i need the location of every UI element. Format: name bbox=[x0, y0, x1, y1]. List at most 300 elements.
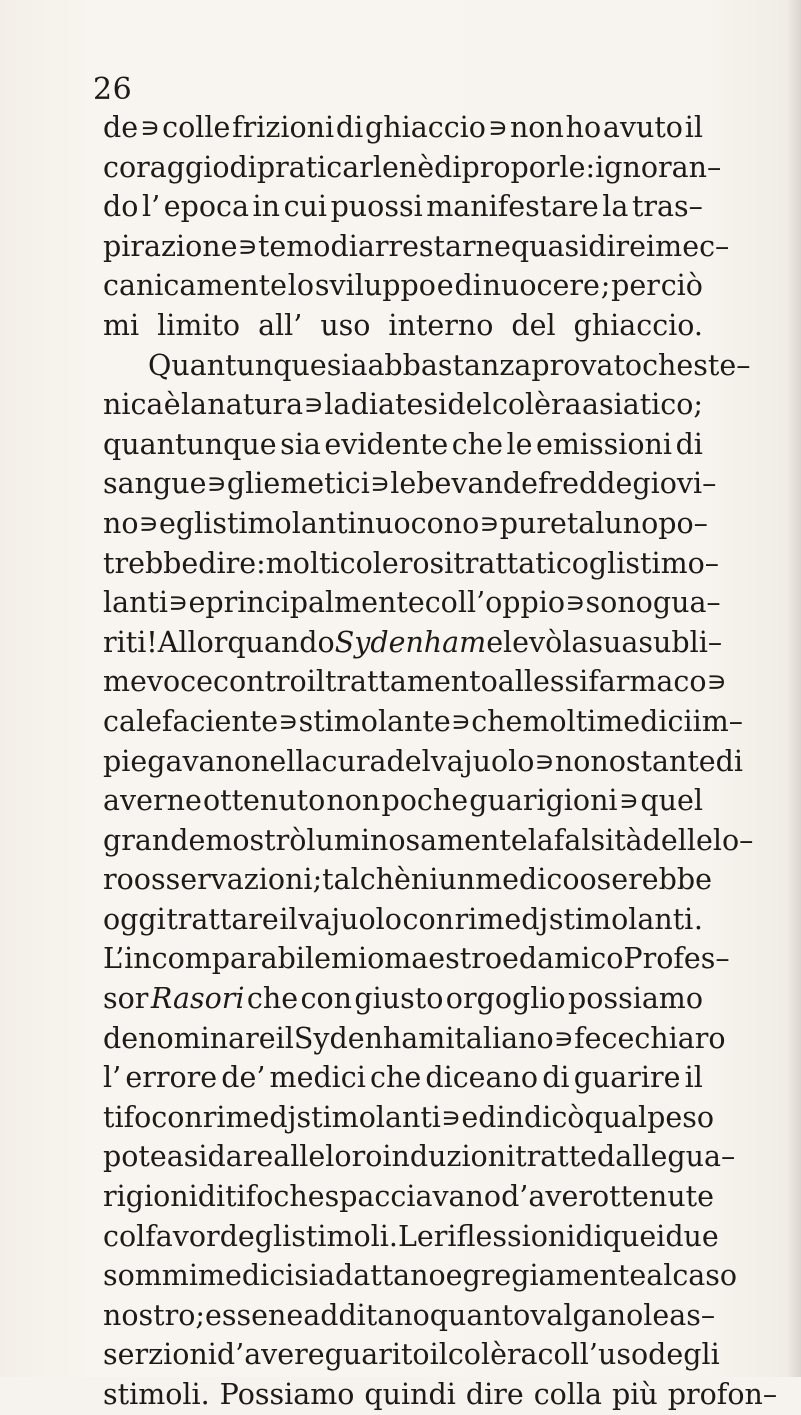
word: dalle bbox=[597, 1140, 668, 1174]
word: guarigioni bbox=[469, 784, 618, 818]
word: coraggio bbox=[103, 150, 230, 184]
word: fredde bbox=[537, 467, 633, 501]
word: stimo– bbox=[625, 546, 720, 580]
word: con bbox=[402, 902, 454, 936]
word: medici bbox=[596, 704, 693, 738]
word: la bbox=[602, 190, 629, 224]
word: Sydenham bbox=[334, 625, 487, 659]
word: che bbox=[471, 704, 523, 738]
word: indicò bbox=[496, 1100, 585, 1134]
word: colla bbox=[533, 1378, 603, 1411]
word: stimoli. bbox=[291, 1219, 398, 1253]
word: valgano bbox=[530, 1298, 644, 1332]
word: nostro bbox=[103, 1298, 196, 1332]
word: additano bbox=[303, 1298, 430, 1332]
word: arrestarne bbox=[357, 229, 511, 263]
text-line bbox=[103, 1177, 714, 1217]
word: medici bbox=[197, 1259, 295, 1293]
word: maestro bbox=[384, 942, 503, 976]
word: quei bbox=[602, 1219, 666, 1253]
word: giovi– bbox=[632, 467, 717, 501]
text-line bbox=[103, 742, 744, 782]
word: proporle bbox=[461, 150, 586, 184]
word: avere bbox=[244, 1338, 325, 1372]
word: profon– bbox=[667, 1378, 778, 1411]
word: sia bbox=[326, 348, 368, 382]
word: e bbox=[158, 506, 176, 540]
word: serzioni bbox=[103, 1338, 217, 1372]
word: giusto bbox=[354, 982, 444, 1016]
word: sua bbox=[588, 625, 639, 659]
word: Profes– bbox=[623, 942, 730, 976]
text-line bbox=[103, 1019, 726, 1059]
word: sviluppo bbox=[314, 269, 436, 303]
word: il bbox=[275, 1021, 294, 1055]
word: ∍ bbox=[303, 388, 324, 422]
word: di bbox=[575, 1219, 603, 1253]
word: calefaciente bbox=[103, 704, 279, 738]
word: riti! bbox=[103, 625, 158, 659]
word: me bbox=[103, 665, 147, 699]
word: ∍ bbox=[553, 1021, 575, 1055]
word: sor bbox=[103, 982, 149, 1016]
word: Le bbox=[397, 1219, 434, 1253]
word: in bbox=[252, 190, 280, 224]
text-line bbox=[103, 662, 728, 702]
word: le bbox=[390, 467, 417, 501]
text-line bbox=[103, 702, 743, 742]
word: diceano bbox=[425, 1061, 539, 1095]
word: lanti bbox=[103, 586, 169, 620]
word: emissioni bbox=[536, 427, 673, 461]
word: provato bbox=[531, 348, 643, 382]
word: di bbox=[197, 1180, 226, 1214]
text-line bbox=[103, 544, 720, 584]
word: non bbox=[509, 111, 564, 144]
word: emetici bbox=[263, 467, 370, 501]
word: ro bbox=[103, 863, 134, 897]
word: sangue bbox=[103, 467, 207, 501]
text-line bbox=[103, 148, 722, 188]
word: ; bbox=[600, 269, 611, 303]
word: taluno bbox=[566, 506, 659, 540]
word: cogli bbox=[555, 546, 626, 580]
word: principalmente bbox=[205, 586, 425, 620]
word: più bbox=[612, 1378, 658, 1411]
word: voce bbox=[146, 665, 213, 699]
word: quasi bbox=[510, 229, 589, 263]
word: dire bbox=[198, 546, 257, 580]
word: dare bbox=[207, 1140, 274, 1174]
word: riflessioni bbox=[433, 1219, 576, 1253]
word: con bbox=[151, 1100, 203, 1134]
word: sommi bbox=[103, 1259, 198, 1293]
text-line bbox=[103, 385, 703, 425]
word: poteasi bbox=[103, 1140, 208, 1174]
word: possiamo bbox=[568, 982, 703, 1016]
word: ste– bbox=[693, 348, 751, 382]
word: uso bbox=[597, 1338, 649, 1372]
word: direi bbox=[588, 229, 656, 263]
word: quantunque bbox=[103, 427, 277, 461]
word: : bbox=[585, 150, 596, 184]
word: italiano bbox=[445, 1021, 554, 1055]
word: mi bbox=[103, 308, 140, 342]
word: coll’ bbox=[424, 586, 486, 620]
word: po– bbox=[658, 506, 708, 540]
word: tifo bbox=[103, 1100, 152, 1134]
word: medico bbox=[475, 863, 580, 897]
word: frizioni bbox=[232, 111, 335, 144]
word: il bbox=[279, 902, 298, 936]
word: ottenuto bbox=[202, 784, 326, 818]
text-line bbox=[103, 108, 703, 148]
word: nella bbox=[251, 744, 322, 778]
word: sono bbox=[585, 586, 653, 620]
word: quindi bbox=[364, 1378, 456, 1411]
word: aver bbox=[528, 1180, 592, 1214]
word: si bbox=[294, 1259, 319, 1293]
word: quel bbox=[640, 784, 703, 818]
word: e bbox=[188, 586, 206, 620]
word: il bbox=[306, 665, 325, 699]
text-line bbox=[103, 583, 721, 623]
word: trebbe bbox=[103, 546, 199, 580]
word: ∍ bbox=[206, 467, 227, 501]
word: molti bbox=[265, 546, 340, 580]
word: del bbox=[511, 308, 556, 342]
word: due bbox=[665, 1219, 719, 1253]
word: do bbox=[103, 190, 139, 224]
word: ed bbox=[461, 1100, 497, 1134]
word: degli bbox=[219, 1219, 292, 1253]
word: denominare bbox=[103, 1021, 276, 1055]
word: luminosamente bbox=[306, 823, 528, 857]
page-edge-shadow bbox=[787, 0, 801, 1377]
word: di bbox=[434, 150, 462, 184]
word: avuto bbox=[602, 111, 683, 144]
word: caso bbox=[672, 1259, 738, 1293]
word: ottenute bbox=[591, 1180, 714, 1214]
word: mostrò bbox=[205, 823, 307, 857]
word: nuocere bbox=[482, 269, 600, 303]
word: ∍ bbox=[618, 784, 640, 818]
word: : bbox=[256, 546, 266, 580]
text-line bbox=[103, 821, 754, 861]
word: gua– bbox=[667, 1140, 736, 1174]
word: quanto bbox=[429, 1298, 531, 1332]
text-line bbox=[103, 1375, 778, 1415]
word: d’ bbox=[216, 1338, 245, 1372]
word: canicamente bbox=[103, 269, 287, 303]
word: degli bbox=[648, 1338, 720, 1372]
word: incomparabile bbox=[124, 942, 331, 976]
word: sia bbox=[280, 427, 321, 461]
word: niun bbox=[410, 863, 476, 897]
text-line bbox=[103, 623, 723, 663]
word: natura bbox=[207, 388, 304, 422]
word: di bbox=[229, 150, 257, 184]
word: stimoli. bbox=[103, 1378, 210, 1411]
word: im– bbox=[692, 704, 743, 738]
word: vajuolo bbox=[298, 902, 402, 936]
word: cui bbox=[283, 190, 327, 224]
word: con bbox=[300, 982, 352, 1016]
word: no bbox=[103, 506, 139, 540]
word: di bbox=[715, 744, 744, 778]
text-line bbox=[103, 227, 730, 267]
word: ∍ bbox=[487, 111, 509, 144]
word: averne bbox=[103, 784, 202, 818]
word: per bbox=[611, 269, 660, 303]
word: rimedj bbox=[454, 902, 549, 936]
word: molti bbox=[522, 704, 597, 738]
word: nica bbox=[103, 388, 164, 422]
word: non bbox=[326, 784, 381, 818]
word: e bbox=[436, 269, 454, 303]
text-line bbox=[103, 425, 703, 465]
word: epoca bbox=[163, 190, 249, 224]
word: che bbox=[451, 427, 503, 461]
word: tratte bbox=[515, 1140, 598, 1174]
word: è bbox=[163, 388, 181, 422]
word: as– bbox=[669, 1298, 716, 1332]
word: oppio bbox=[485, 586, 566, 620]
word: temo bbox=[257, 229, 331, 263]
word: trattamento bbox=[324, 665, 498, 699]
text-line bbox=[103, 504, 708, 544]
word: oserebbe bbox=[579, 863, 712, 897]
word: il bbox=[684, 111, 703, 144]
text-line bbox=[103, 1098, 715, 1138]
word: colerosi bbox=[339, 546, 454, 580]
word: Sydenham bbox=[293, 1021, 446, 1055]
word: pirazione bbox=[103, 229, 238, 263]
word: Allorquando bbox=[157, 625, 335, 659]
word: mio bbox=[330, 942, 385, 976]
word: ignoran– bbox=[595, 150, 722, 184]
word: di bbox=[454, 269, 482, 303]
word: ghiaccio. bbox=[573, 308, 703, 342]
word: amico bbox=[537, 942, 624, 976]
text-line bbox=[103, 860, 712, 900]
word: stimolanti bbox=[212, 506, 357, 540]
word: delle bbox=[642, 823, 713, 857]
word: ∍ bbox=[237, 229, 258, 263]
word: ∍ bbox=[479, 506, 500, 540]
word: il bbox=[429, 1338, 448, 1372]
word: bevande bbox=[416, 467, 538, 501]
word: manifestare bbox=[426, 190, 599, 224]
word: cura bbox=[321, 744, 387, 778]
word: spacciavano bbox=[324, 1180, 502, 1214]
word: del bbox=[447, 388, 492, 422]
word: stimolanti bbox=[296, 1100, 441, 1134]
word: de’ bbox=[221, 1061, 266, 1095]
word: ∍ bbox=[278, 704, 299, 738]
word: la bbox=[527, 823, 554, 857]
text-line bbox=[103, 306, 703, 346]
word: qual bbox=[584, 1100, 648, 1134]
word: trattati bbox=[453, 546, 556, 580]
word: stimolanti bbox=[548, 902, 694, 936]
word: all’ bbox=[258, 308, 303, 342]
text-line bbox=[103, 1335, 720, 1375]
word: colle bbox=[162, 111, 231, 144]
word: grande bbox=[103, 823, 206, 857]
word: diatesi bbox=[350, 388, 448, 422]
word: gli bbox=[175, 506, 213, 540]
text-line bbox=[103, 1137, 736, 1177]
word: interno bbox=[388, 308, 494, 342]
word: guarire bbox=[573, 1061, 681, 1095]
word: falsità bbox=[553, 823, 643, 857]
text-line bbox=[103, 266, 703, 306]
text-line bbox=[103, 979, 703, 1019]
word: ghiaccio bbox=[365, 111, 486, 144]
word: Quantunque bbox=[148, 348, 327, 382]
word: L’ bbox=[103, 942, 125, 976]
word: del bbox=[386, 744, 431, 778]
word: ∍ bbox=[369, 467, 391, 501]
word: induzioni bbox=[382, 1140, 516, 1174]
word: loro bbox=[325, 1140, 383, 1174]
word: esse bbox=[204, 1298, 268, 1332]
text-line bbox=[103, 939, 730, 979]
word: oggi bbox=[103, 902, 166, 936]
word: osservazioni bbox=[133, 863, 313, 897]
word: ; bbox=[195, 1298, 205, 1332]
text-line bbox=[103, 464, 717, 504]
word: che bbox=[246, 982, 299, 1016]
word: errore bbox=[125, 1061, 218, 1095]
word: ∍ bbox=[706, 665, 728, 699]
word: rigioni bbox=[103, 1180, 198, 1214]
word: asiatico; bbox=[581, 388, 703, 422]
word: medici bbox=[269, 1061, 366, 1095]
word: elevò bbox=[486, 625, 563, 659]
word: Possiamo bbox=[219, 1378, 355, 1411]
page-number: 26 bbox=[93, 72, 133, 107]
word: ; bbox=[312, 863, 323, 897]
word: ∍ bbox=[450, 704, 472, 738]
word: ed bbox=[502, 942, 538, 976]
word: la bbox=[180, 388, 208, 422]
word: di bbox=[335, 111, 364, 144]
word: subli– bbox=[638, 625, 723, 659]
word: ∍ bbox=[440, 1100, 462, 1134]
word: adattano bbox=[318, 1259, 446, 1293]
word: le bbox=[506, 427, 533, 461]
word: ciò bbox=[660, 269, 703, 303]
word: contro bbox=[213, 665, 307, 699]
text-line bbox=[103, 781, 703, 821]
word: gua– bbox=[652, 586, 721, 620]
word: de bbox=[103, 111, 139, 144]
word: ∍ bbox=[565, 586, 586, 620]
word: favor bbox=[145, 1219, 220, 1253]
word: limito bbox=[157, 308, 241, 342]
word: allessifarmaco bbox=[497, 665, 707, 699]
word: tifo bbox=[225, 1180, 274, 1214]
text-line bbox=[103, 1058, 703, 1098]
word: d’ bbox=[501, 1180, 529, 1214]
word: ho bbox=[565, 111, 602, 144]
word: evidente bbox=[324, 427, 449, 461]
word: l’ bbox=[103, 1061, 122, 1095]
text-line bbox=[103, 1296, 716, 1336]
word: nuocono bbox=[356, 506, 480, 540]
body-text bbox=[103, 108, 778, 1415]
word: dire bbox=[465, 1378, 524, 1411]
word: che bbox=[273, 1180, 325, 1214]
word: che bbox=[642, 348, 694, 382]
word: ne bbox=[267, 1298, 304, 1332]
word: lo bbox=[287, 269, 315, 303]
word: egregiamente bbox=[445, 1259, 647, 1293]
word: . bbox=[693, 902, 703, 936]
word: Rasori bbox=[150, 982, 245, 1016]
word: peso bbox=[647, 1100, 715, 1134]
word: ∍ bbox=[168, 586, 189, 620]
word: talchè bbox=[322, 863, 411, 897]
word: colèra bbox=[491, 388, 582, 422]
word: trattare bbox=[166, 902, 279, 936]
word: nè bbox=[398, 150, 435, 184]
word: stimolante bbox=[298, 704, 451, 738]
word: vajuolo∍ bbox=[430, 744, 555, 778]
word: il bbox=[684, 1061, 703, 1095]
word: piegavano bbox=[103, 744, 252, 778]
word: che bbox=[370, 1061, 422, 1095]
word: mec– bbox=[655, 229, 730, 263]
word: praticarle bbox=[256, 150, 399, 184]
word: di bbox=[330, 229, 358, 263]
word: puossi bbox=[330, 190, 423, 224]
word: rimedj bbox=[202, 1100, 297, 1134]
word: coll’ bbox=[537, 1338, 598, 1372]
word: colèra bbox=[447, 1338, 538, 1372]
word: la bbox=[562, 625, 589, 659]
word: ∍ bbox=[138, 506, 159, 540]
word: orgoglio bbox=[445, 982, 566, 1016]
word: di bbox=[542, 1061, 570, 1095]
word: fece bbox=[574, 1021, 635, 1055]
text-line bbox=[103, 1217, 719, 1257]
word: pure bbox=[499, 506, 567, 540]
word: poche bbox=[381, 784, 469, 818]
text-line bbox=[103, 1256, 738, 1296]
word: le bbox=[643, 1298, 670, 1332]
word: al bbox=[646, 1259, 673, 1293]
word: lo– bbox=[712, 823, 754, 857]
word: abbastanza bbox=[367, 348, 532, 382]
text-line bbox=[103, 346, 751, 386]
word: nonostante bbox=[554, 744, 716, 778]
word: col bbox=[103, 1219, 146, 1253]
word: uso bbox=[320, 308, 371, 342]
word: alle bbox=[273, 1140, 326, 1174]
word: tras– bbox=[631, 190, 703, 224]
word: di bbox=[675, 427, 703, 461]
word: l’ bbox=[141, 190, 161, 224]
text-line bbox=[103, 900, 703, 940]
text-line bbox=[103, 187, 703, 227]
word: guarito bbox=[324, 1338, 430, 1372]
word: gli bbox=[226, 467, 264, 501]
word: ∍ bbox=[139, 111, 161, 144]
word: la bbox=[324, 388, 351, 422]
